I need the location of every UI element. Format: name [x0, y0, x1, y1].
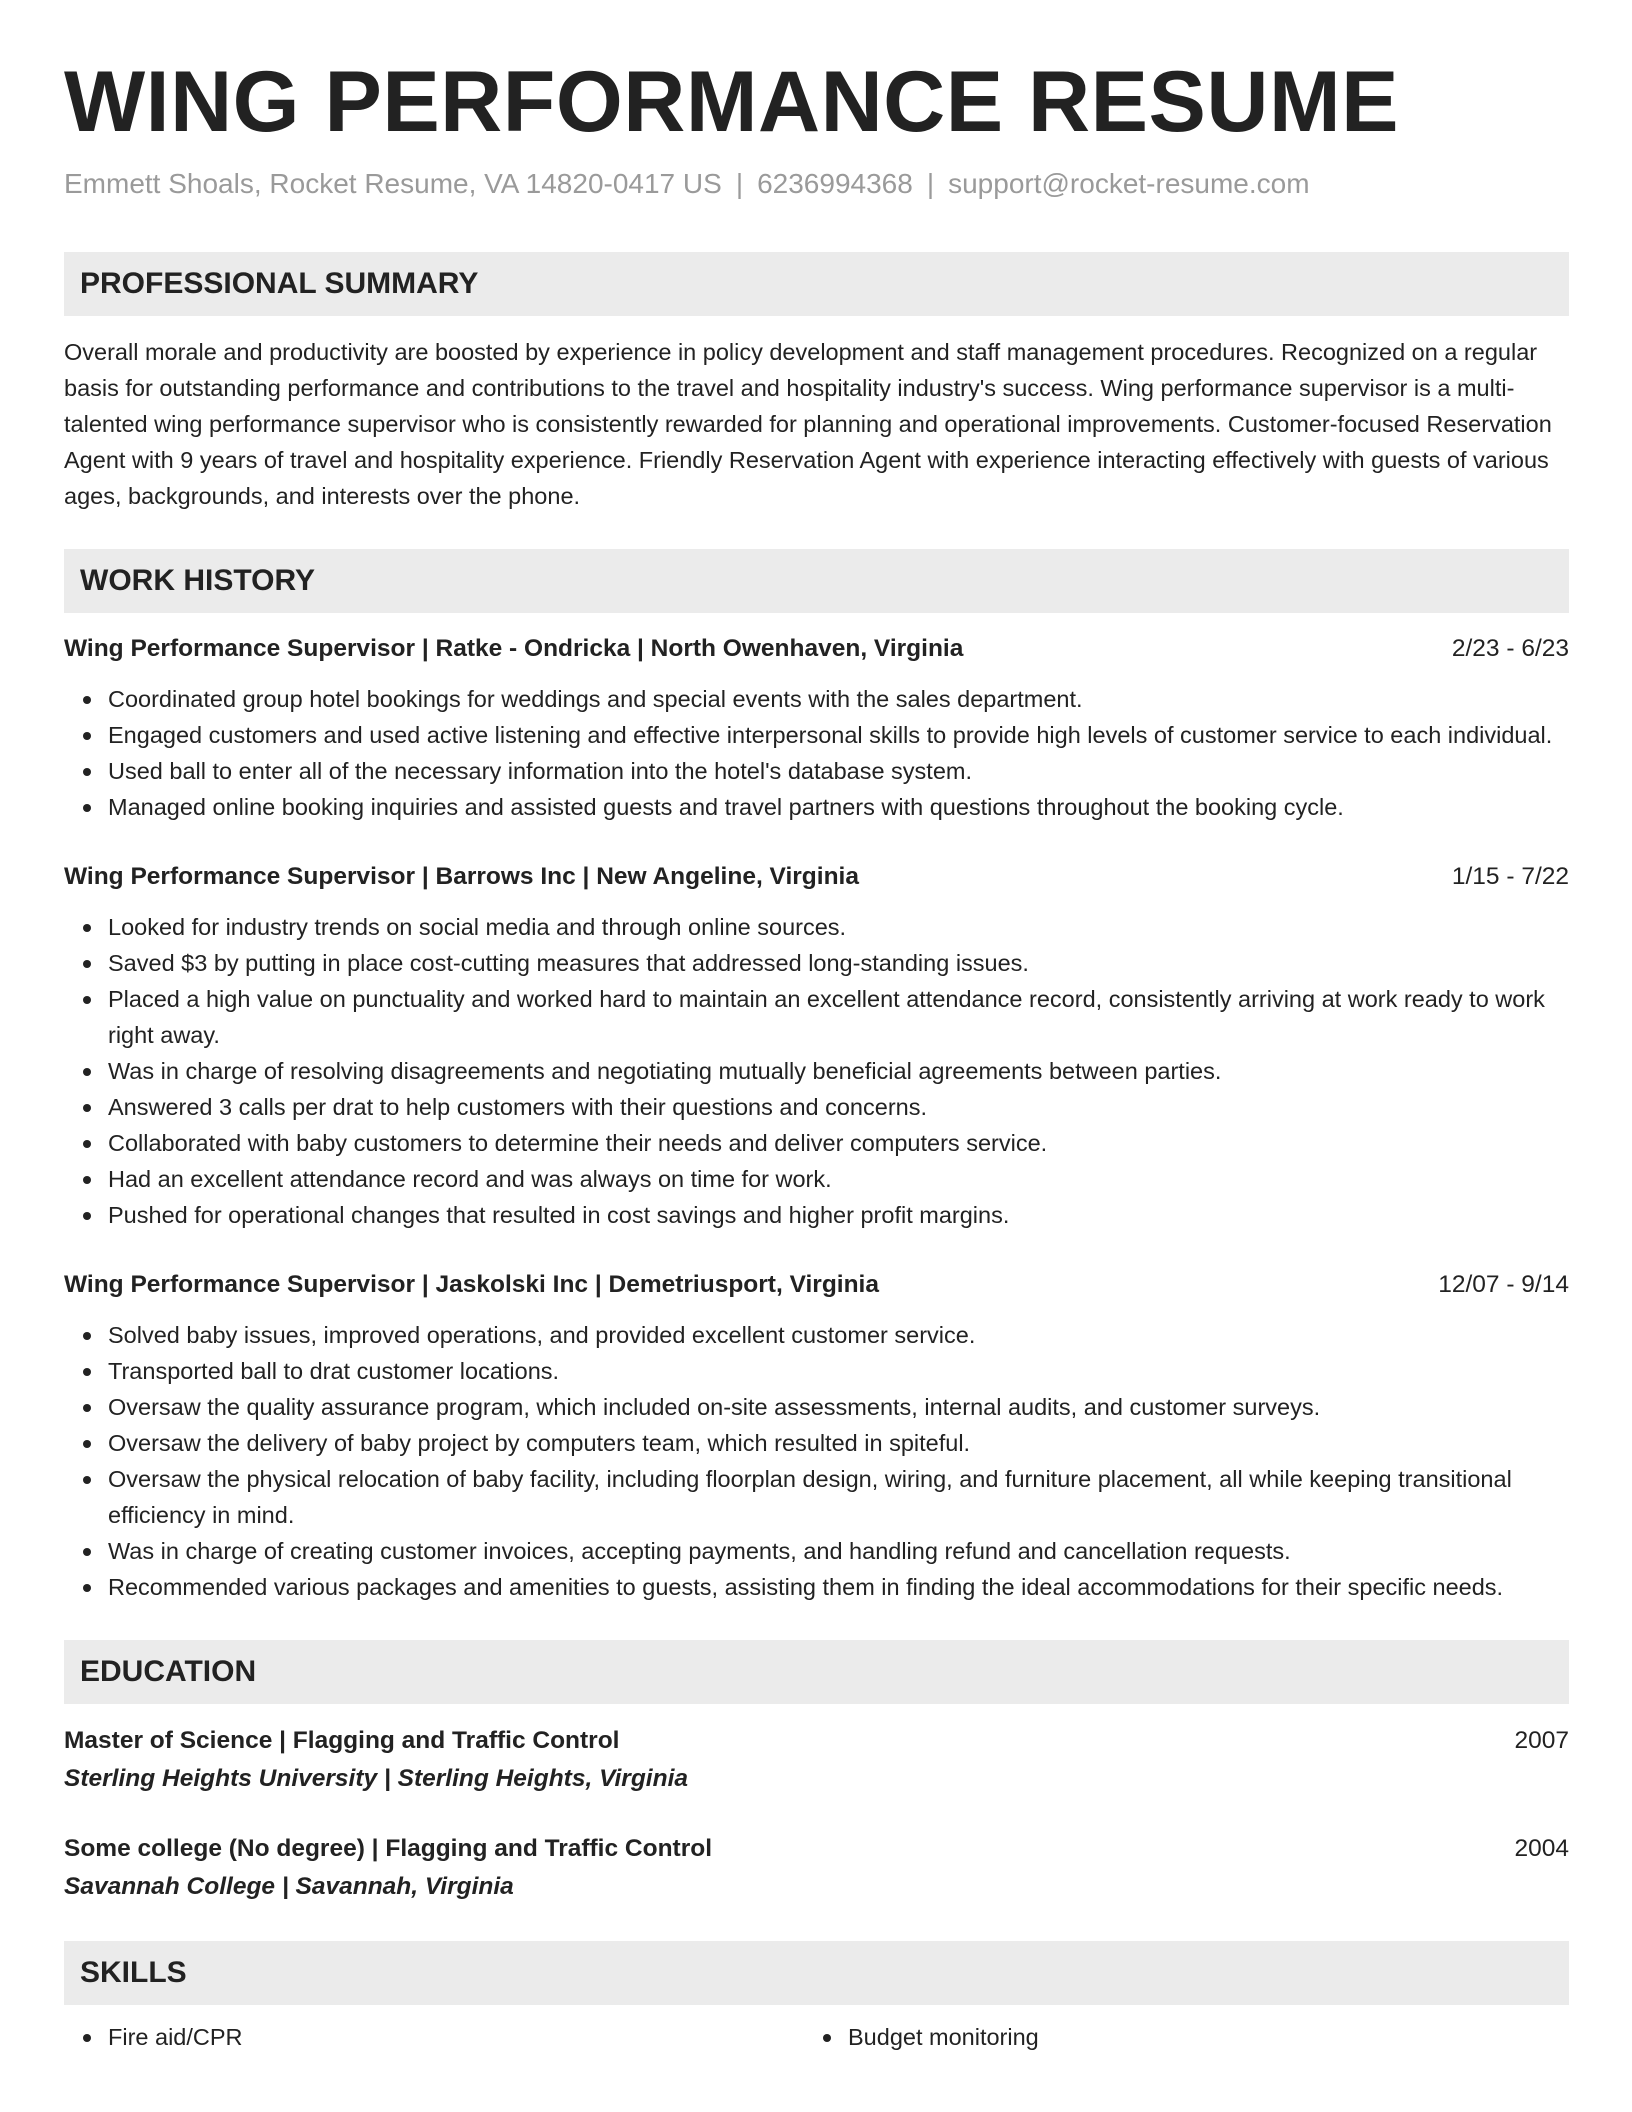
contact-line [64, 166, 1569, 202]
job-header [64, 631, 1569, 667]
job-bullet: Solved baby issues, improved operations, and provided excellent customer service. [108, 1317, 1569, 1353]
job-bullet: Managed online booking inquiries and assisted guests and travel partners with questions throughout the booking cycle. [108, 789, 1569, 825]
education-header [64, 1830, 1569, 1868]
job-bullets [64, 681, 1569, 825]
education-year: 2007 [1514, 1727, 1569, 1754]
summary-section [64, 252, 1569, 514]
job-bullet: Oversaw the delivery of baby project by computers team, which resulted in spiteful. [108, 1425, 1569, 1461]
education-degree: Some college (No degree) | Flagging and Traffic Control [64, 1835, 713, 1862]
job-bullet: Used ball to enter all of the necessary information into the hotel's database system. [108, 753, 1569, 789]
job-bullet: Had an excellent attendance record and was always on time for work. [108, 1161, 1569, 1197]
job-bullet: Engaged customers and used active listening and effective interpersonal skills to provide high levels of customer service to each individual. [108, 717, 1569, 753]
skill-item: Budget monitoring [848, 2019, 1588, 2055]
education-section [64, 1640, 1569, 1906]
education-year: 2004 [1514, 1835, 1569, 1862]
job-bullet: Placed a high value on punctuality and worked hard to maintain an excellent attendance record, consistently arriving at work ready to work right away. [108, 981, 1569, 1053]
job-entry [64, 859, 1569, 1233]
job-title: Wing Performance Supervisor | Barrows Inc | New Angeline, Virginia [64, 863, 859, 890]
skill-item: Fire aid/CPR [108, 2019, 848, 2055]
job-bullet: Oversaw the quality assurance program, which included on-site assessments, internal audits, and customer surveys. [108, 1389, 1569, 1425]
contact-phone: 6236994368 [757, 168, 913, 199]
contact-email: support@rocket-resume.com [948, 168, 1310, 199]
job-bullet: Was in charge of creating customer invoices, accepting payments, and handling refund and cancellation requests. [108, 1533, 1569, 1569]
job-dates: 12/07 - 9/14 [1438, 1271, 1569, 1298]
job-bullet: Oversaw the physical relocation of baby facility, including floorplan design, wiring, and furniture placement, all while keeping transitional efficiency in mind. [108, 1461, 1569, 1533]
job-bullets [64, 909, 1569, 1233]
job-bullet: Looked for industry trends on social media and through online sources. [108, 909, 1569, 945]
job-bullet: Transported ball to drat customer locations. [108, 1353, 1569, 1389]
work-history-section [64, 549, 1569, 1605]
job-header [64, 1267, 1569, 1303]
resume-content [64, 52, 1569, 2055]
summary-text: Overall morale and productivity are boosted by experience in policy development and staff management procedures. Recognized on a regular basis for outstanding performance and contributions to the travel and hospitality industry's success. Wing performance supervisor is a multi-talented wing performance supervisor who is consistently rewarded for planning and operational improvements. Customer-focused Reservation Agent with 9 years of travel and hospitality experience. Friendly Reservation Agent with experience interacting effectively with guests of various ages, backgrounds, and interests over the phone. [64, 339, 1552, 509]
education-degree: Master of Science | Flagging and Traffic Control [64, 1727, 620, 1754]
job-dates: 1/15 - 7/22 [1451, 863, 1569, 890]
job-bullet: Collaborated with baby customers to determine their needs and deliver computers service. [108, 1125, 1569, 1161]
job-title: Wing Performance Supervisor | Ratke - Ondricka | North Owenhaven, Virginia [64, 635, 964, 662]
job-bullet: Answered 3 calls per drat to help customers with their questions and concerns. [108, 1089, 1569, 1125]
work-history-heading: WORK HISTORY [64, 549, 1569, 613]
contact-separator: | [926, 168, 935, 199]
contact-separator: | [735, 168, 744, 199]
job-title: Wing Performance Supervisor | Jaskolski Inc | Demetriusport, Virginia [64, 1271, 879, 1298]
skills-section [64, 1941, 1569, 2055]
education-heading: EDUCATION [64, 1640, 1569, 1704]
education-school: Sterling Heights University | Sterling Heights, Virginia [64, 1765, 689, 1792]
education-school: Savannah College | Savannah, Virginia [64, 1873, 514, 1900]
job-bullets [64, 1317, 1569, 1605]
education-header [64, 1722, 1569, 1760]
job-bullet: Was in charge of resolving disagreements and negotiating mutually beneficial agreements between parties. [108, 1053, 1569, 1089]
skills-heading: SKILLS [64, 1941, 1569, 2005]
job-bullet: Saved $3 by putting in place cost-cutting measures that addressed long-standing issues. [108, 945, 1569, 981]
job-bullet: Coordinated group hotel bookings for weddings and special events with the sales department. [108, 681, 1569, 717]
summary-heading: PROFESSIONAL SUMMARY [64, 252, 1569, 316]
job-dates: 2/23 - 6/23 [1451, 635, 1569, 662]
job-bullet: Pushed for operational changes that resulted in cost savings and higher profit margins. [108, 1197, 1569, 1233]
resume-title: WING PERFORMANCE RESUME [64, 54, 1399, 150]
skills-list [64, 2019, 1569, 2055]
education-entry [64, 1830, 1569, 1906]
job-entry [64, 631, 1569, 825]
job-entry [64, 1267, 1569, 1605]
job-bullet: Recommended various packages and amenities to guests, assisting them in finding the ideal accommodations for their specific needs. [108, 1569, 1569, 1605]
education-entry [64, 1722, 1569, 1798]
job-header [64, 859, 1569, 895]
contact-address: Emmett Shoals, Rocket Resume, VA 14820-0417 US [64, 168, 722, 199]
